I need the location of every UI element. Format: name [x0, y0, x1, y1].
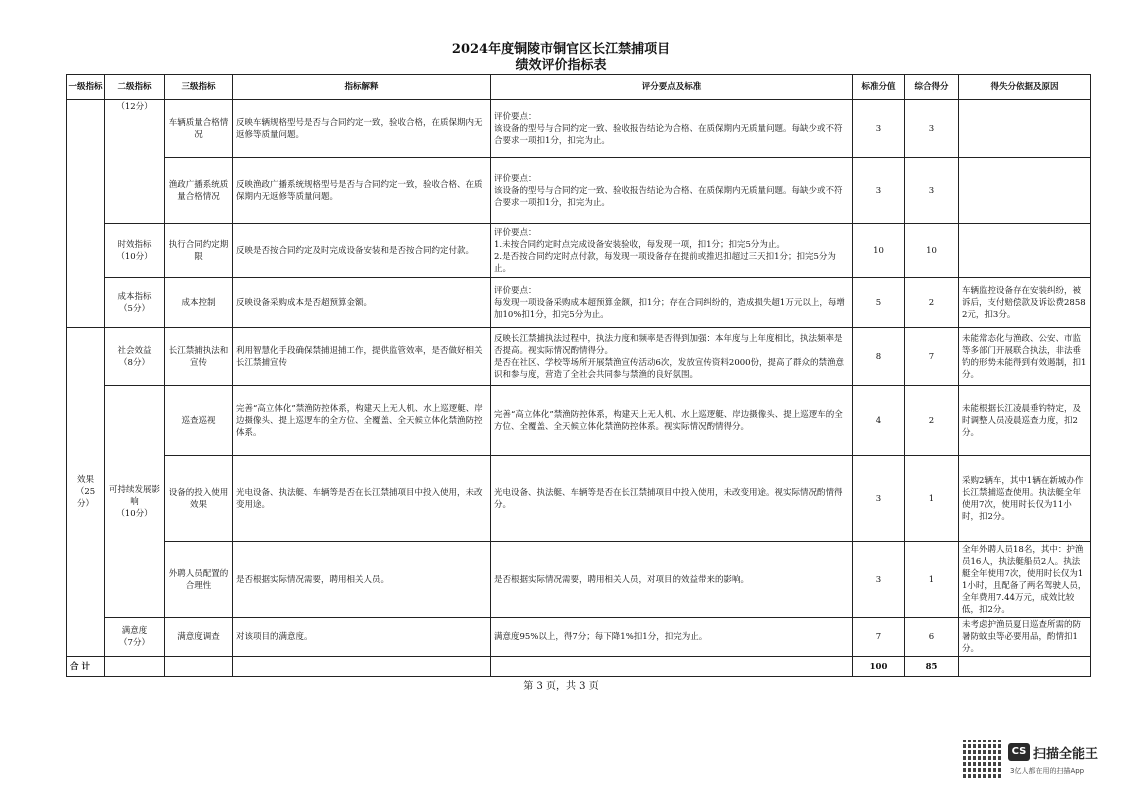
criteria-cell: 评价要点： 1.未按合同约定时点完成设备安装验收，每发现一项，扣1分；扣完5分为止。 2.是否按合同约定时点付款，每发现一项设备存在提前或推迟扣超过三天扣1分；扣完5分为止。 [491, 224, 853, 278]
scanner-app-name: 扫描全能王 [1033, 747, 1099, 762]
document-title: 2024年度铜陵市铜官区长江禁捕项目 [451, 42, 671, 57]
table-row [67, 224, 1091, 278]
explanation-cell: 反映渔政广播系统规格型号是否与合同约定一致，验收合格、在质保期内无返修等质量问题。 [233, 158, 491, 224]
page-footer: 第 3 页，共 3 页 [523, 681, 599, 692]
standard-score-cell: 3 [853, 542, 905, 618]
final-score-cell: 3 [905, 100, 959, 158]
table-row [67, 456, 1091, 542]
explanation-cell: 反映设备采购成本是否超预算金额。 [233, 278, 491, 328]
total-empty-cell [105, 657, 165, 677]
indicator-table [66, 74, 1091, 677]
level2-cell-quality: （12分） [105, 100, 165, 224]
total-empty-cell [491, 657, 853, 677]
level3-cell: 巡查巡视 [165, 386, 233, 456]
header-level3: 三级指标 [165, 75, 233, 100]
reason-cell [959, 158, 1091, 224]
table-row [67, 100, 1091, 158]
reason-cell [959, 100, 1091, 158]
header-level2: 二级指标 [105, 75, 165, 100]
final-score-cell: 10 [905, 224, 959, 278]
explanation-cell: 利用智慧化手段确保禁捕退捕工作，提供监管效率，是否做好相关长江禁捕宣传 [233, 328, 491, 386]
standard-score-cell: 7 [853, 618, 905, 657]
reason-cell: 未能常态化与渔政、公安、市监等多部门开展联合执法，非法垂钓的形势未能得到有效遏制，扣1分。 [959, 328, 1091, 386]
table-row [67, 328, 1091, 386]
level3-cell: 满意度调查 [165, 618, 233, 657]
criteria-cell: 评价要点： 该设备的型号与合同约定一致、验收报告结论为合格、在质保期内无质量问题。每缺少或不符合要求一项扣1分，扣完为止。 [491, 100, 853, 158]
standard-score-cell: 3 [853, 158, 905, 224]
level3-cell: 长江禁捕执法和宣传 [165, 328, 233, 386]
total-label: 合 计 [67, 657, 105, 677]
level3-cell: 车辆质量合格情况 [165, 100, 233, 158]
final-score-cell: 2 [905, 386, 959, 456]
reason-cell: 未能根据长江凌晨垂钓特定，及时调整人员凌晨巡查力度，扣2分。 [959, 386, 1091, 456]
table-row [67, 618, 1091, 657]
level1-cell-output [67, 100, 105, 328]
table-row [67, 386, 1091, 456]
header-explanation: 指标解释 [233, 75, 491, 100]
explanation-cell: 是否根据实际情况需要，聘用相关人员。 [233, 542, 491, 618]
level2-cell-sustain: 可持续发展影响 （10分） [105, 386, 165, 618]
final-score-cell: 2 [905, 278, 959, 328]
level3-cell: 执行合同约定期限 [165, 224, 233, 278]
header-standard-score: 标准分值 [853, 75, 905, 100]
table-row [67, 278, 1091, 328]
level2-cell-social: 社会效益 （8分） [105, 328, 165, 386]
standard-score-cell: 3 [853, 100, 905, 158]
table-row [67, 542, 1091, 618]
level3-cell: 渔政广播系统质量合格情况 [165, 158, 233, 224]
header-criteria: 评分要点及标准 [491, 75, 853, 100]
level2-cell-timeliness: 时效指标 （10分） [105, 224, 165, 278]
final-score-cell: 6 [905, 618, 959, 657]
scanner-watermark [963, 740, 1113, 780]
total-row [67, 657, 1091, 677]
explanation-cell: 反映车辆规格型号是否与合同约定一致，验收合格，在质保期内无返修等质量问题。 [233, 100, 491, 158]
criteria-cell: 是否根据实际情况需要，聘用相关人员，对项目的效益带来的影响。 [491, 542, 853, 618]
criteria-cell: 评价要点： 该设备的型号与合同约定一致、验收报告结论为合格、在质保期内无质量问题。每缺少或不符合要求一项扣1分，扣完为止。 [491, 158, 853, 224]
explanation-cell: 反映是否按合同约定及时完成设备安装和是否按合同约定付款。 [233, 224, 491, 278]
criteria-cell: 完善“高立体化”禁渔防控体系，构建天上无人机、水上巡逻艇、岸边摄像头、提上巡逻车的全方位、全覆盖、全天候立体化禁渔防控体系。视实际情况酌情得分。 [491, 386, 853, 456]
criteria-cell: 评价要点： 每发现一项设备采购成本超预算金额，扣1分；存在合同纠纷的，造成损失超1万元以上，每增加10%扣1分，扣完5分为止。 [491, 278, 853, 328]
explanation-cell: 光电设备、执法艇、车辆等是否在长江禁捕项目中投入使用，未改变用途。 [233, 456, 491, 542]
table-header-row [67, 75, 1091, 100]
standard-score-cell: 4 [853, 386, 905, 456]
criteria-cell: 反映长江禁捕执法过程中，执法力度和频率是否得到加强：本年度与上年度相比，执法频率是否提高。视实际情况酌情得分。 是否在社区、学校等场所开展禁渔宣传活动6次，发放宣传资料2000份，提高了群众的禁渔意识和参与度，营造了全社会共同参与禁渔的良好氛围。 [491, 328, 853, 386]
standard-score-cell: 5 [853, 278, 905, 328]
reason-cell: 车辆监控设备存在安装纠纷，被诉后，支付赔偿款及诉讼费28582元，扣3分。 [959, 278, 1091, 328]
camscanner-logo-icon: CS [1008, 743, 1030, 761]
level2-cell-satisfaction: 满意度 （7分） [105, 618, 165, 657]
final-score-cell: 1 [905, 542, 959, 618]
document-subtitle: 绩效评价指标表 [515, 58, 607, 73]
total-empty-cell [959, 657, 1091, 677]
table-row [67, 158, 1091, 224]
final-score-cell: 7 [905, 328, 959, 386]
criteria-cell: 满意度95%以上，得7分；每下降1%扣1分，扣完为止。 [491, 618, 853, 657]
level2-cell-cost: 成本指标 （5分） [105, 278, 165, 328]
header-level1: 一级指标 [67, 75, 105, 100]
standard-score-cell: 3 [853, 456, 905, 542]
standard-score-cell: 8 [853, 328, 905, 386]
header-reason: 得失分依据及原因 [959, 75, 1091, 100]
explanation-cell: 完善“高立体化”禁渔防控体系，构建天上无人机、水上巡逻艇、岸边摄像头、提上巡逻车的全方位、全覆盖、全天候立体化禁渔防控体系。 [233, 386, 491, 456]
reason-cell [959, 224, 1091, 278]
reason-cell: 全年外聘人员18名，其中：护渔员16人，执法艇船员2人。执法艇全年使用7次，使用时长仅为11小时，且配备了两名驾驶人员，全年费用7.44万元，成效比较低，扣2分。 [959, 542, 1091, 618]
level3-cell: 成本控制 [165, 278, 233, 328]
final-score-cell: 1 [905, 456, 959, 542]
level1-cell-effect: 效果 （25分） [67, 328, 105, 657]
total-empty-cell [165, 657, 233, 677]
total-empty-cell [233, 657, 491, 677]
scanner-tagline: 3亿人都在用的扫描App [1010, 767, 1085, 775]
total-standard-score: 100 [853, 657, 905, 677]
level3-cell: 设备的投入使用效果 [165, 456, 233, 542]
final-score-cell: 3 [905, 158, 959, 224]
total-final-score: 85 [905, 657, 959, 677]
level3-cell: 外聘人员配置的合理性 [165, 542, 233, 618]
qr-code-icon [963, 740, 1001, 778]
standard-score-cell: 10 [853, 224, 905, 278]
explanation-cell: 对该项目的满意度。 [233, 618, 491, 657]
criteria-cell: 光电设备、执法艇、车辆等是否在长江禁捕项目中投入使用，未改变用途。视实际情况酌情得分。 [491, 456, 853, 542]
header-final-score: 综合得分 [905, 75, 959, 100]
reason-cell: 未考虑护渔员夏日巡查所需的防暑防蚊虫等必要用品，酌情扣1分。 [959, 618, 1091, 657]
reason-cell: 采购2辆车，其中1辆在新城办作长江禁捕巡查使用。执法艇全年使用7次，使用时长仅为11小时，扣2分。 [959, 456, 1091, 542]
